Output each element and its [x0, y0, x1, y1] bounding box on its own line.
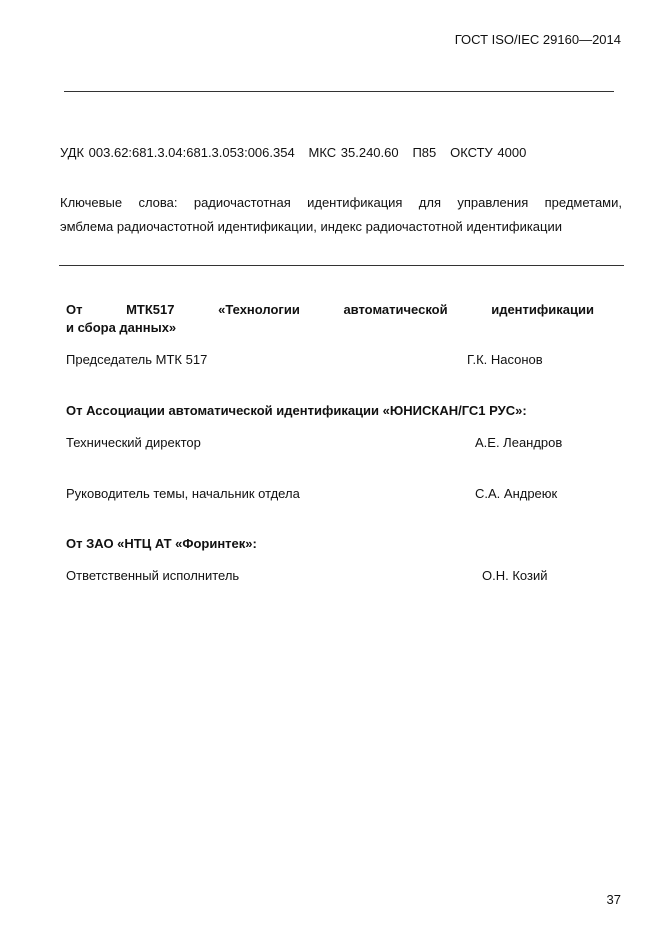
top-divider [64, 91, 614, 92]
section-divider [59, 265, 624, 266]
member-position: Ответственный исполнитель [66, 568, 240, 583]
member-name: С.А. Андреюк [475, 486, 558, 501]
member-position: Председатель МТК 517 [66, 352, 208, 367]
keywords-block [60, 191, 622, 239]
udk-classification: УДК 003.62:681.3.04:681.3.053:006.354 МКС 35.240.60 П85 ОКСТУ 4000 [60, 145, 527, 160]
heading-word: МТК517 [126, 302, 175, 317]
org-mtk517-heading [66, 301, 594, 337]
keywords-line-2: эмблема радиочастотной идентификации, индекс радиочастотной идентификации [60, 219, 562, 234]
org-uniscan-heading: От Ассоциации автоматической идентификации «ЮНИСКАН/ГС1 РУС»: [66, 403, 527, 418]
heading-word: идентификации [491, 302, 594, 317]
page-number: 37 [606, 892, 621, 907]
org-forintek-heading: От ЗАО «НТЦ АТ «Форинтек»: [66, 536, 257, 551]
heading-word: От [66, 302, 83, 317]
member-row [66, 435, 586, 453]
member-name: Г.К. Насонов [467, 352, 543, 367]
member-position: Руководитель темы, начальник отдела [66, 486, 300, 501]
member-position: Технический директор [66, 435, 201, 450]
member-row [66, 352, 586, 370]
heading-word: автоматической [343, 302, 448, 317]
document-code: ГОСТ ISO/IEC 29160—2014 [454, 32, 621, 47]
member-name: А.Е. Леандров [475, 435, 563, 450]
member-row [66, 486, 586, 504]
member-row [66, 568, 586, 586]
heading-word: «Технологии [218, 302, 300, 317]
org-mtk517-heading-line-1 [66, 301, 594, 319]
member-name: О.Н. Козий [482, 568, 548, 583]
keywords-line-1: Ключевые слова: радиочастотная идентификация для управления предметами, [60, 195, 622, 210]
org-mtk517-heading-line-2: и сбора данных» [66, 320, 177, 335]
